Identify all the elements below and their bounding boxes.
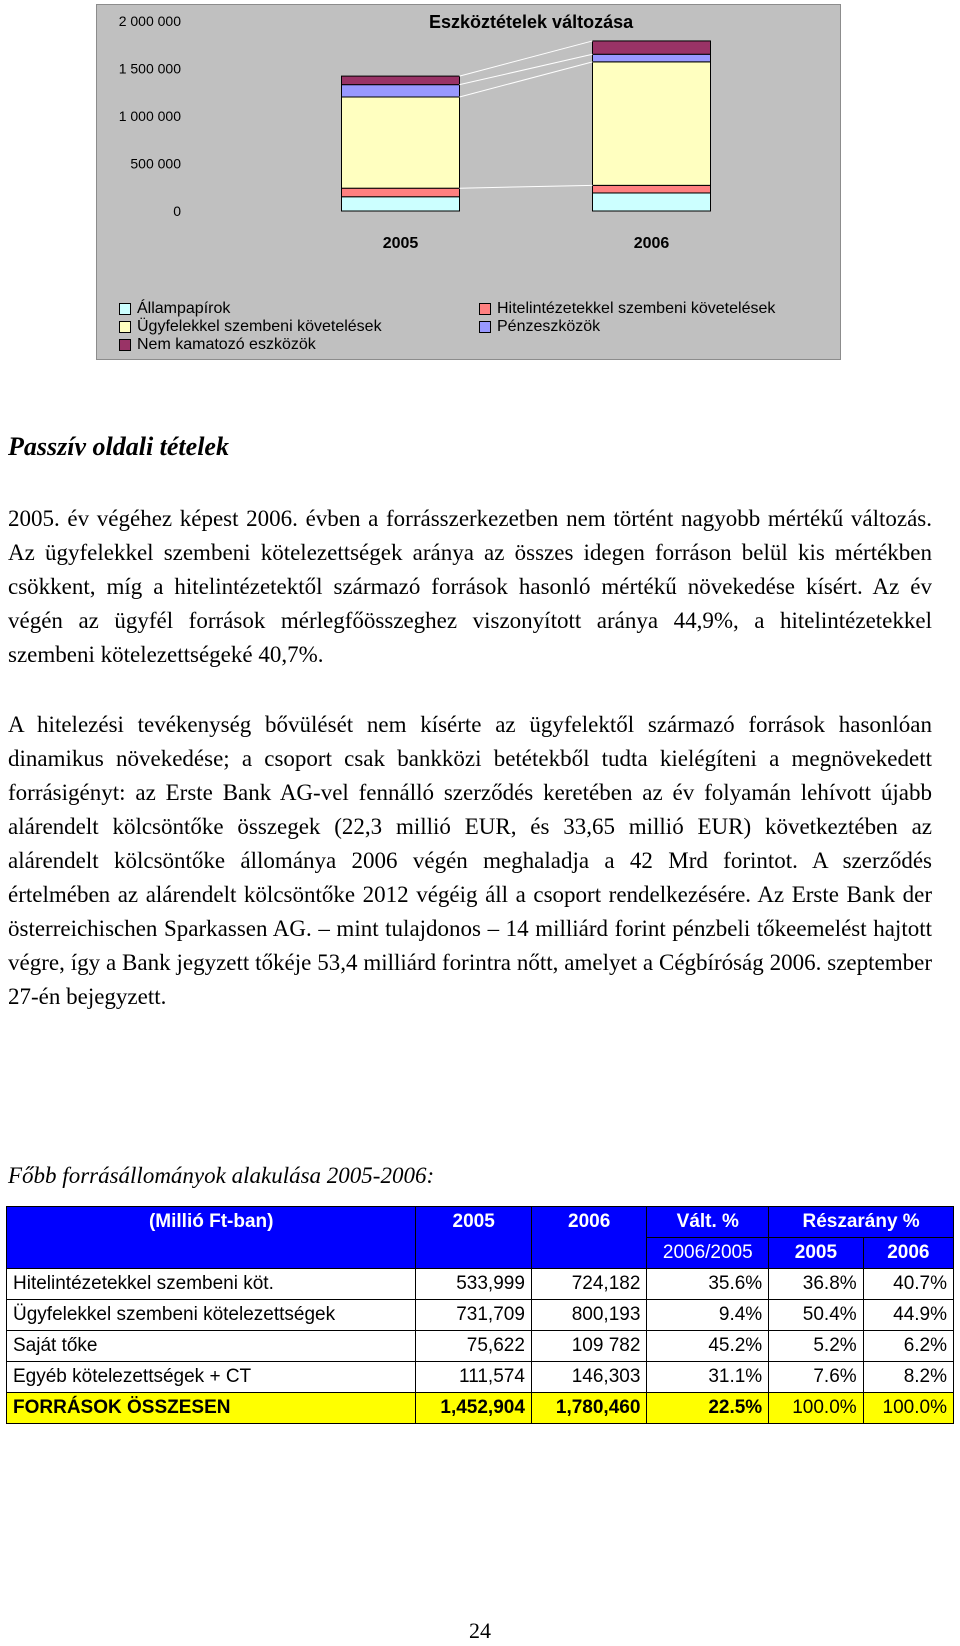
header-change-sub: 2006/2005 — [647, 1238, 769, 1269]
y-tick-label: 500 000 — [130, 155, 181, 172]
row-name: Hitelintézetekkel szembeni köt. — [7, 1269, 416, 1300]
header-share-2005: 2005 — [769, 1238, 863, 1269]
legend-swatch — [119, 339, 131, 351]
paragraph-1: 2005. év végéhez képest 2006. évben a forrásszerkezetben nem történt nagyobb mértékű változás. Az ügyfelekkel szembeni kötelezettségek aránya az összes idegen forráson belül kis mértékben csökkent, míg a hitelintézetektől származó források hasonló mértékű növekedése kísért. Az év végén az ügyfél források mérlegfőösszeghez viszonyított aránya 44,9%, a hitelintézetekkel szembeni kötelezettségeké 40,7%. — [8, 506, 932, 667]
legend-item — [119, 317, 382, 337]
legend-label: Ügyfelekkel szembeni követelések — [137, 318, 382, 335]
header-change: Vált. % — [647, 1207, 769, 1238]
row-value-2006: 109 782 — [531, 1331, 646, 1362]
row-change: 45.2% — [647, 1331, 769, 1362]
row-name: Ügyfelekkel szembeni kötelezettségek — [7, 1300, 416, 1331]
row-name: Saját tőke — [7, 1331, 416, 1362]
row-share-2005: 50.4% — [769, 1300, 863, 1331]
bar-segment — [342, 97, 460, 188]
total-name: FORRÁSOK ÖSSZESEN — [7, 1393, 416, 1424]
legend-swatch — [479, 303, 491, 315]
legend-label: Pénzeszközök — [497, 318, 601, 335]
total-value-2005: 1,452,904 — [416, 1393, 531, 1424]
table-row — [7, 1300, 954, 1331]
legend-label: Állampapírok — [137, 300, 231, 317]
legend-label: Hitelintézetekkel szembeni követelések — [497, 300, 776, 317]
row-value-2005: 111,574 — [416, 1362, 531, 1393]
row-change: 9.4% — [647, 1300, 769, 1331]
row-name: Egyéb kötelezettségek + CT — [7, 1362, 416, 1393]
table-row — [7, 1269, 954, 1300]
total-share-2005: 100.0% — [769, 1393, 863, 1424]
row-share-2006: 44.9% — [863, 1300, 953, 1331]
x-tick-label: 2005 — [382, 235, 419, 252]
bar-segment — [342, 76, 460, 85]
row-share-2006: 8.2% — [863, 1362, 953, 1393]
row-share-2006: 40.7% — [863, 1269, 953, 1300]
legend-item — [479, 299, 775, 319]
legend-swatch — [119, 303, 131, 315]
row-value-2005: 75,622 — [416, 1331, 531, 1362]
table-row — [7, 1362, 954, 1393]
y-tick-label: 1 500 000 — [118, 60, 181, 77]
paragraph-2: A hitelezési tevékenység bővülését nem kísérte az ügyfelektől származó források hasonlóan dinamikus növekedése; a csoport csak bankközi betétekből tudta kielégíteni a megnövekedett forrásigényt: az Erste Bank AG-vel fennálló szerződés keretében az év folyamán lehívott újabb alárendelt kölcsöntőke összegek (22,3 millió EUR, és 33,65 millió EUR) következtében az alárendelt kölcsöntőke állománya 2006 végén meghaladja a 42 Mrd forintot. A szerződés értelmében az alárendelt kölcsöntőke 2012 végéig áll a csoport rendelkezésére. Az Erste Bank der österreichischen Sparkassen AG. – mint tulajdonos – 14 milliárd forint pénzbeli tőkeemelést hajtott végre, így a Bank jegyzett tőkéje 53,4 milliárd forintra nőtt, amelyet a Cégbíróság 2006. szeptember 27-én bejegyzett. — [8, 712, 932, 1009]
header-share-2006: 2006 — [863, 1238, 953, 1269]
chart-legend — [119, 299, 819, 355]
header-2006: 2006 — [531, 1207, 646, 1269]
table-caption: Főbb forrásállományok alakulása 2005-2006: — [8, 1163, 435, 1188]
assets-chart — [96, 4, 841, 360]
bar-segment — [593, 193, 711, 211]
bar-segment — [342, 188, 460, 197]
bar-segment — [593, 54, 711, 62]
bar-segment — [593, 185, 711, 193]
table-total-row — [7, 1393, 954, 1424]
bar-segment — [342, 85, 460, 97]
y-tick-label: 1 000 000 — [118, 108, 181, 124]
row-value-2006: 724,182 — [531, 1269, 646, 1300]
header-share: Részarány % — [769, 1207, 954, 1238]
header-label: (Millió Ft-ban) — [7, 1207, 416, 1269]
legend-swatch — [479, 321, 491, 333]
total-share-2006: 100.0% — [863, 1393, 953, 1424]
row-value-2006: 146,303 — [531, 1362, 646, 1393]
y-tick-label: 2 000 000 — [118, 13, 181, 29]
section-title: Passzív oldali tételek — [8, 432, 229, 461]
row-value-2006: 800,193 — [531, 1300, 646, 1331]
row-value-2005: 533,999 — [416, 1269, 531, 1300]
x-tick-label: 2006 — [633, 235, 670, 252]
legend-item — [119, 299, 230, 319]
sources-table — [6, 1206, 954, 1424]
legend-item — [119, 335, 316, 355]
row-share-2005: 36.8% — [769, 1269, 863, 1300]
table-row — [7, 1331, 954, 1362]
row-value-2005: 731,709 — [416, 1300, 531, 1331]
table-header-row — [7, 1207, 954, 1238]
legend-swatch — [119, 321, 131, 333]
bar-segment — [593, 41, 711, 54]
row-change: 35.6% — [647, 1269, 769, 1300]
y-tick-label: 0 — [173, 203, 181, 219]
bar-segment — [342, 197, 460, 211]
row-share-2005: 5.2% — [769, 1331, 863, 1362]
total-change: 22.5% — [647, 1393, 769, 1424]
legend-item — [479, 317, 600, 337]
legend-label: Nem kamatozó eszközök — [137, 336, 316, 353]
row-share-2006: 6.2% — [863, 1331, 953, 1362]
bar-segment — [593, 62, 711, 186]
row-change: 31.1% — [647, 1362, 769, 1393]
row-share-2005: 7.6% — [769, 1362, 863, 1393]
header-2005: 2005 — [416, 1207, 531, 1269]
total-value-2006: 1,780,460 — [531, 1393, 646, 1424]
page-number: 24 — [469, 1618, 491, 1643]
chart-title: Eszköztételek változása — [429, 12, 634, 32]
